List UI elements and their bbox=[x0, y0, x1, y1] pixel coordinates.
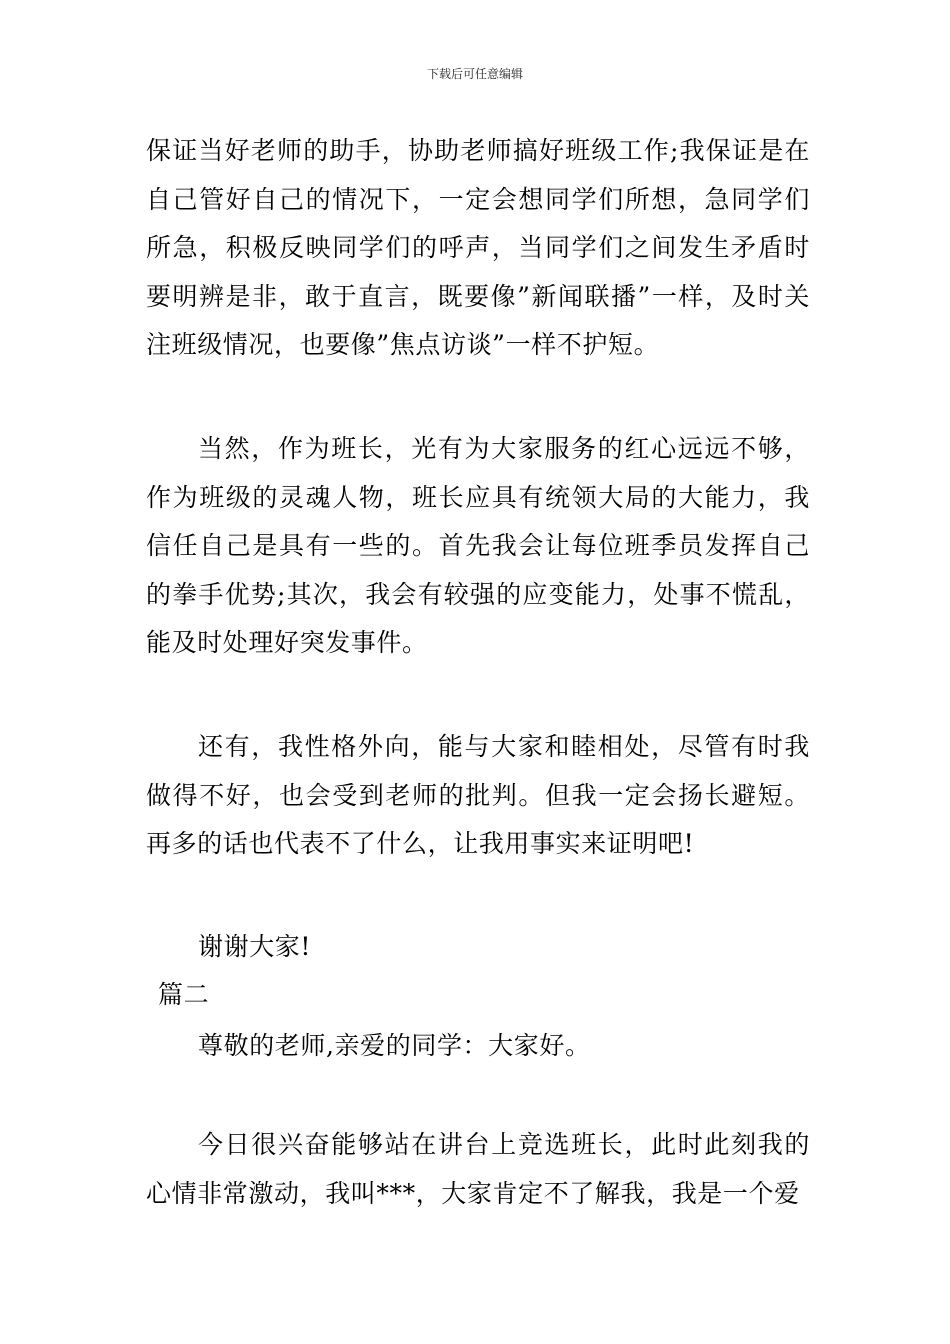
greeting-line: 尊敬的老师,亲爱的同学：大家好。 bbox=[198, 1031, 591, 1060]
paragraph-4: 今日很兴奋能够站在讲台上竞选班长，此时此刻我的心情非常激动，我叫***，大家肯定不了解我，我是一个爱 bbox=[146, 1130, 810, 1208]
paragraph-2: 当然，作为班长，光有为大家服务的红心远远不够，作为班级的灵魂人物，班长应具有统领大局的大能力，我信任自己是具有一些的。首先我会让每位班季员发挥自己的拳手优势;其次，我会有较强的应变能力，处事不慌乱，能及时处理好突发事件。 bbox=[146, 434, 810, 657]
section-title: 篇二 bbox=[158, 980, 210, 1009]
closing-thanks: 谢谢大家! bbox=[198, 932, 312, 961]
page-header: 下载后可任意编辑 bbox=[426, 67, 523, 81]
paragraph-3: 还有，我性格外向，能与大家和睦相处，尽管有时我做得不好，也会受到老师的批判。但我一定会扬长避短。再多的话也代表不了什么，让我用事实来证明吧! bbox=[146, 732, 810, 858]
paragraph-1: 保证当好老师的助手，协助老师搞好班级工作;我保证是在自己管好自己的情况下，一定会想同学们所想，急同学们所急，积极反映同学们的呼声，当同学们之间发生矛盾时要明辨是非，敢于直言，既要像”新闻联播”一样，及时关注班级情况，也要像”焦点访谈”一样不护短。 bbox=[146, 136, 810, 359]
